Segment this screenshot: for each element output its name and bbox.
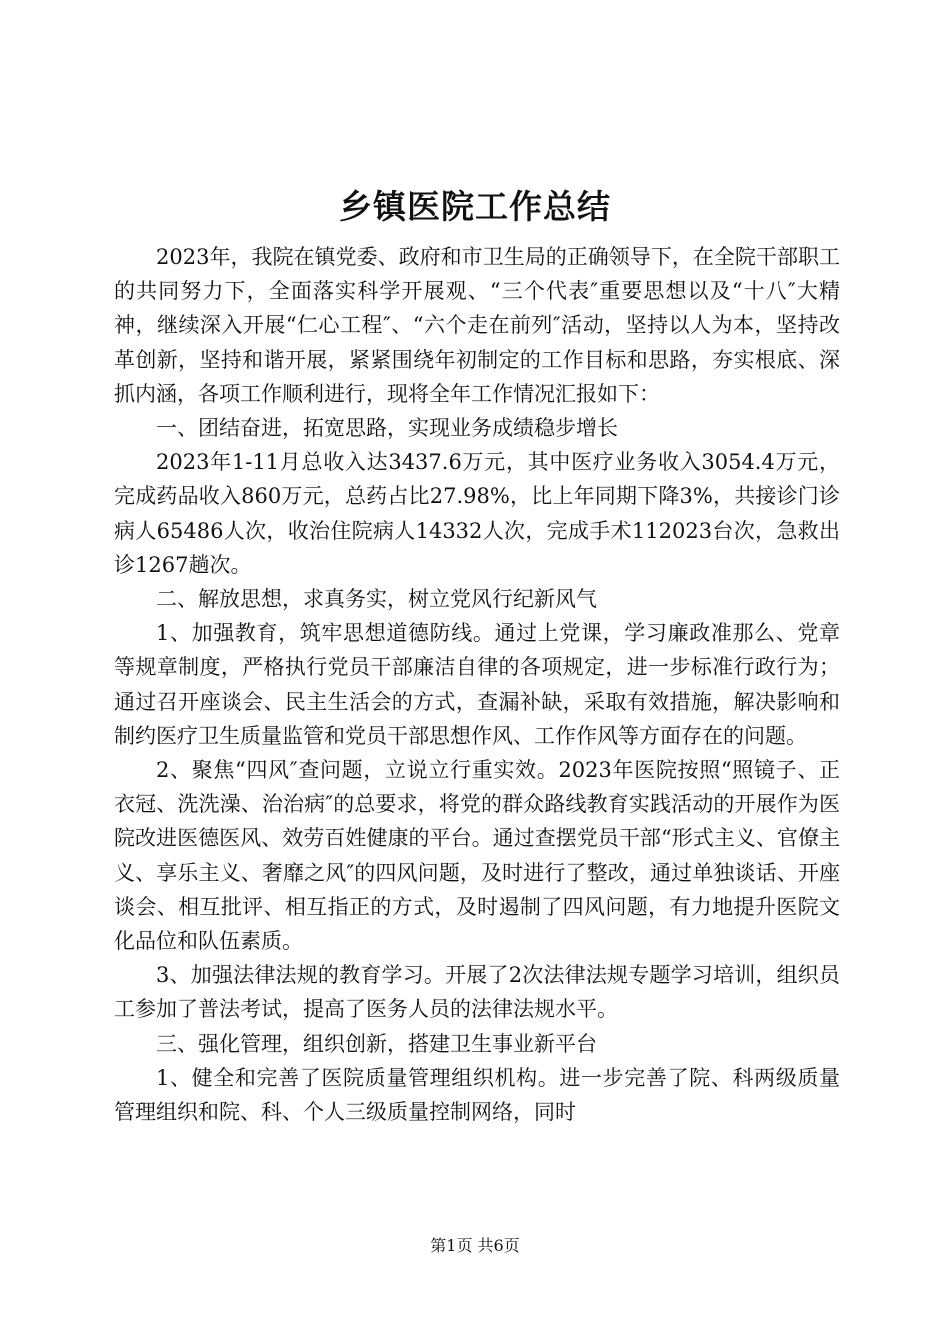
section-heading-3: 三、强化管理，组织创新，搭建卫生事业新平台 [156,1031,597,1056]
section-heading-1: 一、团结奋进，拓宽思路，实现业务成绩稳步增长 [156,416,618,441]
paragraph-education: 1、加强教育，筑牢思想道德防线。通过上党课，学习廉政准那么、党章等规章制度，严格执行党员干部廉洁自律的各项规定，进一步标准行政行为；通过召开座谈会、民主生活会的方式，查漏补缺，采取有效措施，解决影响和制约医疗卫生质量监管和党员干部思想作风、工作作风等方面存在的问题。 [114,621,840,748]
paragraph-business-stats: 2023年1-11月总收入达3437.6万元，其中医疗业务收入3054.4万元，完成药品收入860万元，总药占比27.98%，比上年同期下降3%，共接诊门诊病人65486人次，收治住院病人14332人次，完成手术112023台次，急救出诊1267趟次。 [114,450,840,577]
document-body [114,240,840,1129]
paragraph-law-study: 3、加强法律法规的教育学习。开展了2次法律法规专题学习培训，组织员工参加了普法考试，提高了医务人员的法律法规水平。 [114,963,840,1022]
paragraph-quality-management: 1、健全和完善了医院质量管理组织机构。进一步完善了院、科两级质量管理组织和院、科、个人三级质量控制网络，同时 [114,1065,840,1125]
document-title: 乡镇医院工作总结 [339,187,611,226]
paragraph-intro: 2023年，我院在镇党委、政府和市卫生局的正确领导下，在全院干部职工的共同努力下，全面落实科学开展观、“三个代表″重要思想以及“十八″大精神，继续深入开展“仁心工程″、“六个走在前列″活动，坚持以人为本，坚持改革创新，坚持和谐开展，紧紧围绕年初制定的工作目标和思路，夯实根底、深抓内涵，各项工作顺利进行，现将全年工作情况汇报如下： [114,245,840,406]
page-footer: 第1页 共6页 [430,1236,520,1255]
paragraph-four-styles: 2、聚焦“四风″查问题，立说立行重实效。2023年医院按照“照镜子、正衣冠、洗洗澡、治治病″的总要求，将党的群众路线教育实践活动的开展作为医院改进医德医风、效劳百姓健康的平台。通过查摆党员干部“形式主义、官僚主义、享乐主义、奢靡之风″的四风问题，及时进行了整改，通过单独谈话、开座谈会、相互批评、相互指正的方式，及时遏制了四风问题，有力地提升医院文化品位和队伍素质。 [114,758,840,954]
section-heading-2: 二、解放思想，求真务实，树立党风行纪新风气 [156,587,597,612]
